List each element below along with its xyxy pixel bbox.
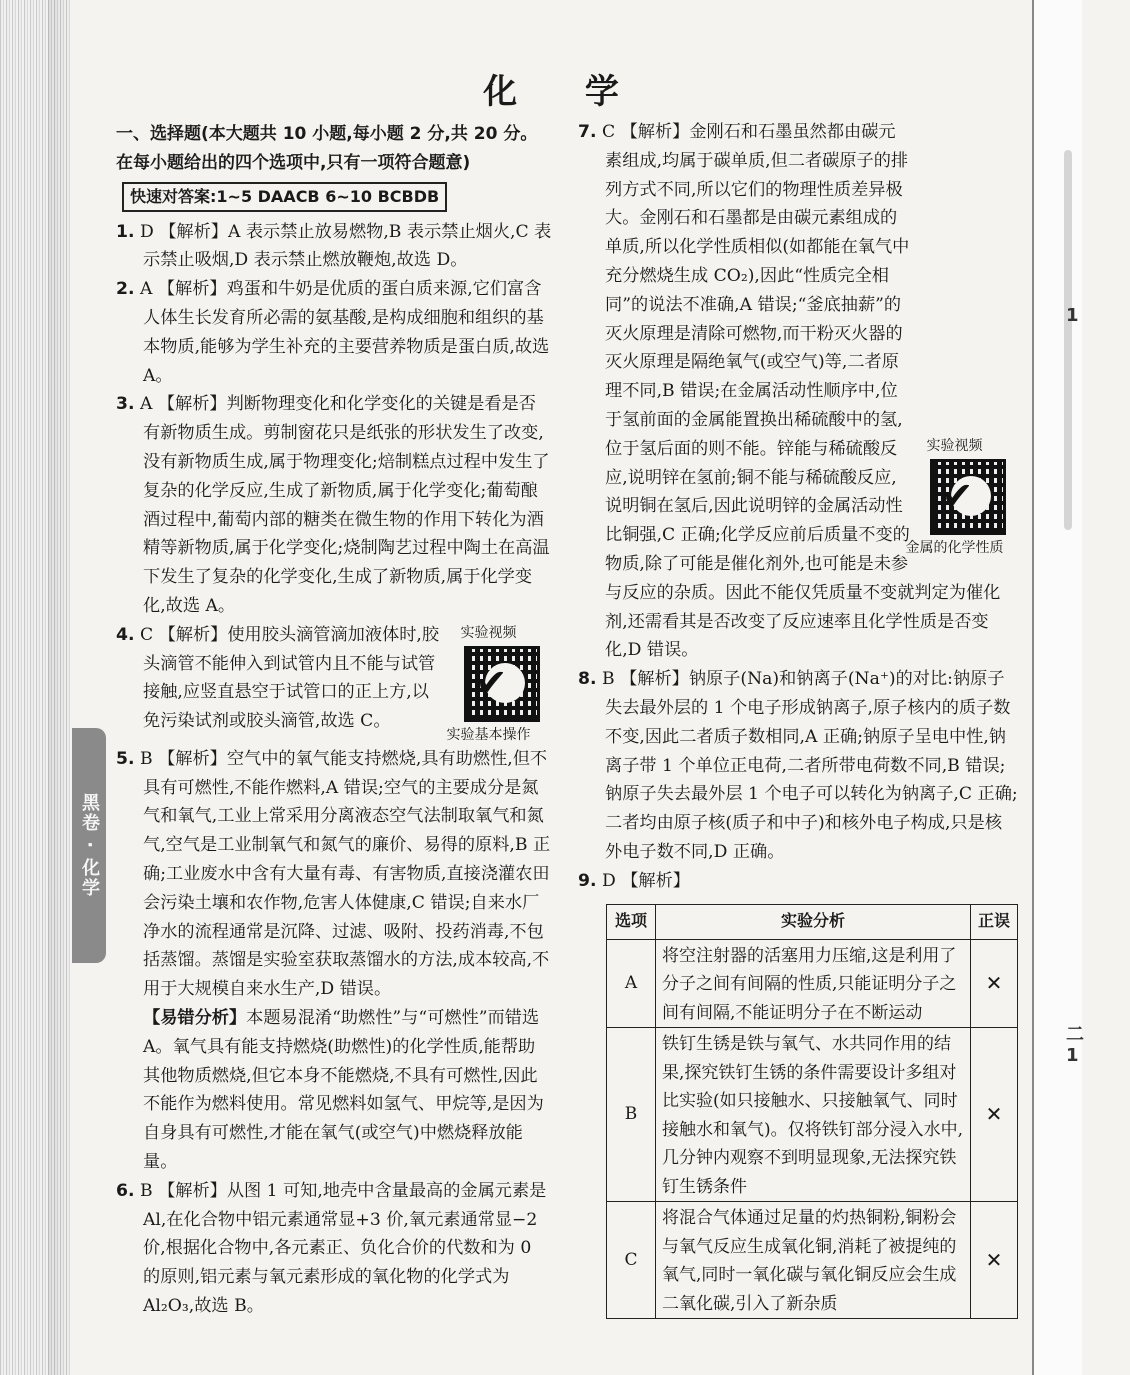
question-number: 2. xyxy=(116,279,135,300)
question-number: 3. xyxy=(116,394,135,415)
side-tab-label: 黑卷 · 化学 xyxy=(72,728,106,963)
qr-code-icon[interactable] xyxy=(930,459,1006,535)
table-row xyxy=(607,939,1018,1028)
question-3 xyxy=(116,390,552,620)
question-9 xyxy=(578,867,1018,896)
right-column xyxy=(578,118,1018,1319)
question-8 xyxy=(578,665,1018,867)
question-number: 4. xyxy=(116,624,135,645)
table-cell-option: A xyxy=(607,939,656,1028)
page-binding-edge xyxy=(0,0,70,1375)
question-text: A 【解析】鸡蛋和牛奶是优质的蛋白质来源,它们富含人体生长发育所必需的氨基酸,是构成细胞和组织的基本物质,能够为学生补充的主要营养物质是蛋白质,故选 A。 xyxy=(139,279,550,386)
error-analysis-text: 本题易混淆“助燃性”与“可燃性”而错选 A。氧气具有能支持燃烧(助燃性)的化学性质,能帮助其他物质燃烧,但它本身不能燃烧,不具有可燃性,因此不能作为燃料使用。常见燃料如氢气、甲烷等,是因为自身具有可燃性,才能在氧气(或空气)中燃烧释放能量。 xyxy=(143,1007,544,1172)
table-header: 选项 xyxy=(607,904,656,939)
question-number: 6. xyxy=(116,1180,135,1201)
question-text: B 【解析】空气中的氧气能支持燃烧,具有助燃性,但不具有可燃性,不能作燃料,A 错误;空气的主要成分是氮气和氧气,工业上常采用分离液态空气法制取氧气和氮气,空气是工业制氧气和氮气的廉价、易得的原料,B 正确;工业废水中含有大量有毒、有害物质,直接浇灌农田会污染土壤和农作物,危害人体健康,C 错误;自来水厂净水的流程通常是沉降、过滤、吸附、投药消毒,不包括蒸馏。蒸馏是实验室获取蒸馏水的方法,成本较高,不用于大规模自来水生产,D 错误。 xyxy=(139,748,551,1000)
cross-icon: ✕ xyxy=(971,1028,1018,1202)
quick-answers-box: 快速对答案:1~5 DAACB 6~10 BCBDB xyxy=(122,182,447,212)
question-number: 5. xyxy=(116,748,135,769)
error-analysis-label: 【易错分析】 xyxy=(143,1007,247,1028)
right-page-edge xyxy=(1032,0,1082,1375)
question-number: 9. xyxy=(578,870,597,891)
question-text: B 【解析】钠原子(Na)和钠离子(Na⁺)的对比:钠原子失去最外层的 1 个电子形成钠离子,原子核内的质子数不变,因此二者质子数相同,A 正确;钠原子呈电中性,钠离子带 1 个单位正电荷,二者所带电荷数不同,B 错误;钠原子失去最外层 1 个电子可以转化为钠离子,C 正确;二者均由原子核(质子和中子)和核外电子构成,只是核外电子数不同,D 正确。 xyxy=(601,669,1018,862)
scrollbar-thumb[interactable] xyxy=(1064,150,1072,530)
edge-mark: 1 xyxy=(1066,1045,1079,1066)
qr-block[interactable] xyxy=(905,436,1018,558)
table-header: 正误 xyxy=(971,904,1018,939)
table-cell-option: B xyxy=(607,1028,656,1202)
question-text: D 【解析】 xyxy=(601,870,690,891)
question-number: 7. xyxy=(578,122,597,142)
question-5 xyxy=(116,745,552,1004)
left-column xyxy=(116,120,552,1321)
question-number: 8. xyxy=(578,669,597,690)
question-1 xyxy=(116,218,552,276)
question-7 xyxy=(578,118,1018,665)
qr-caption-top: 实验视频 xyxy=(460,624,517,641)
qr-block[interactable] xyxy=(446,623,552,745)
question-2 xyxy=(116,275,552,390)
question-4 xyxy=(116,621,552,743)
question-text: D 【解析】A 表示禁止放易燃物,B 表示禁止烟火,C 表示禁止吸烟,D 表示禁止燃放鞭炮,故选 D。 xyxy=(139,221,552,271)
table-header: 实验分析 xyxy=(656,904,971,939)
page-title: 化 学 xyxy=(483,72,647,112)
table-cell-analysis: 将空注射器的活塞用力压缩,这是利用了分子之间有间隔的性质,只能证明分子之间有间隔,不能证明分子在不断运动 xyxy=(656,939,971,1028)
edge-mark: 1 xyxy=(1066,305,1079,326)
question-number: 1. xyxy=(116,221,135,242)
qr-caption-top: 实验视频 xyxy=(926,438,983,454)
table-cell-analysis: 铁钉生锈是铁与氧气、水共同作用的结果,探究铁钉生锈的条件需要设计多组对比实验(如只接触水、只接触氧气、同时接触水和氧气)。仅将铁钉部分浸入水中,几分钟内观察不到明显现象,无法探究铁钉生锈条件 xyxy=(656,1028,971,1202)
question-text: C 【解析】金刚石和石墨虽然都由碳元素组成,均属于碳单质,但二者碳原子的排列方式不同,所以它们的物理性质差异极大。金刚石和石墨都是由碳元素组成的单质,所以化学性质相似(如都能在氧气中充分燃烧生成 CO₂),因此“性质完全相同”的说法不准确,A 错误;“釜底抽薪”的灭火原理是清除可燃物,而干粉灭火器的灭火原理是隔绝氧气(或空气)等,二者原理不同,B 错误;在金属活动性顺序中,位于氢前面的金属能置换出稀硫酸中的氢,位于氢后面的则不能。锌能与稀硫酸反应,说明锌在氢前;铜不能与稀硫酸反应,说明铜在氢后,因此说明锌的金属活动性比铜强,C 正确;化学反应前后质量不变的物质,除了可能是催化剂外,也可能是未参与反应的杂质。因此不能仅凭质量不变就判定为催化剂,还需看其是否改变了反应速率且化学性质是否变化,D 错误。 xyxy=(601,122,1001,661)
qr-code-icon[interactable] xyxy=(464,646,540,722)
table-row xyxy=(607,1202,1018,1319)
error-analysis xyxy=(116,1004,552,1177)
table-row xyxy=(607,1028,1018,1202)
table-cell-analysis: 将混合气体通过足量的灼热铜粉,铜粉会与氧气反应生成氧化铜,消耗了被提纯的氧气,同时一氧化碳与氧化铜反应会生成二氧化碳,引入了新杂质 xyxy=(656,1202,971,1319)
question-text: A 【解析】判断物理变化和化学变化的关键是看是否有新物质生成。剪制窗花只是纸张的形状发生了改变,没有新物质生成,属于物理变化;焙制糕点过程中发生了复杂的化学反应,生成了新物质,属于化学变化;葡萄酿酒过程中,葡萄内部的糖类在微生物的作用下转化为酒精等新物质,属于化学变化;烧制陶艺过程中陶土在高温下发生了复杂的化学变化,生成了新物质,属于化学变化,故选 A。 xyxy=(139,394,550,616)
table-header-row xyxy=(607,904,1018,939)
section-header: 一、选择题(本大题共 10 小题,每小题 2 分,共 20 分。在每小题给出的四个选项中,只有一项符合题意) xyxy=(116,124,538,173)
table-cell-option: C xyxy=(607,1202,656,1319)
question-6 xyxy=(116,1177,552,1321)
cross-icon: ✕ xyxy=(971,939,1018,1028)
qr-caption-bottom: 实验基本操作 xyxy=(446,726,531,743)
cross-icon: ✕ xyxy=(971,1202,1018,1319)
question-text: B 【解析】从图 1 可知,地壳中含量最高的金属元素是 Al,在化合物中铝元素通常显+3 价,氧元素通常显−2 价,根据化合物中,各元素正、负化合价的代数和为 0 的原则,铝元素与氧元素形成的氧化物的化学式为 Al₂O₃,故选 B。 xyxy=(139,1180,547,1316)
question-text: C 【解析】使用胶头滴管滴加液体时,胶头滴管不能伸入到试管内且不能与试管接触,应竖直悬空于试管口的正上方,以免污染试剂或胶头滴管,故选 C。 xyxy=(139,624,440,732)
qr-caption-bottom: 金属的化学性质 xyxy=(905,540,1004,556)
analysis-table xyxy=(606,904,1018,1320)
edge-mark: 二 xyxy=(1066,1024,1084,1045)
